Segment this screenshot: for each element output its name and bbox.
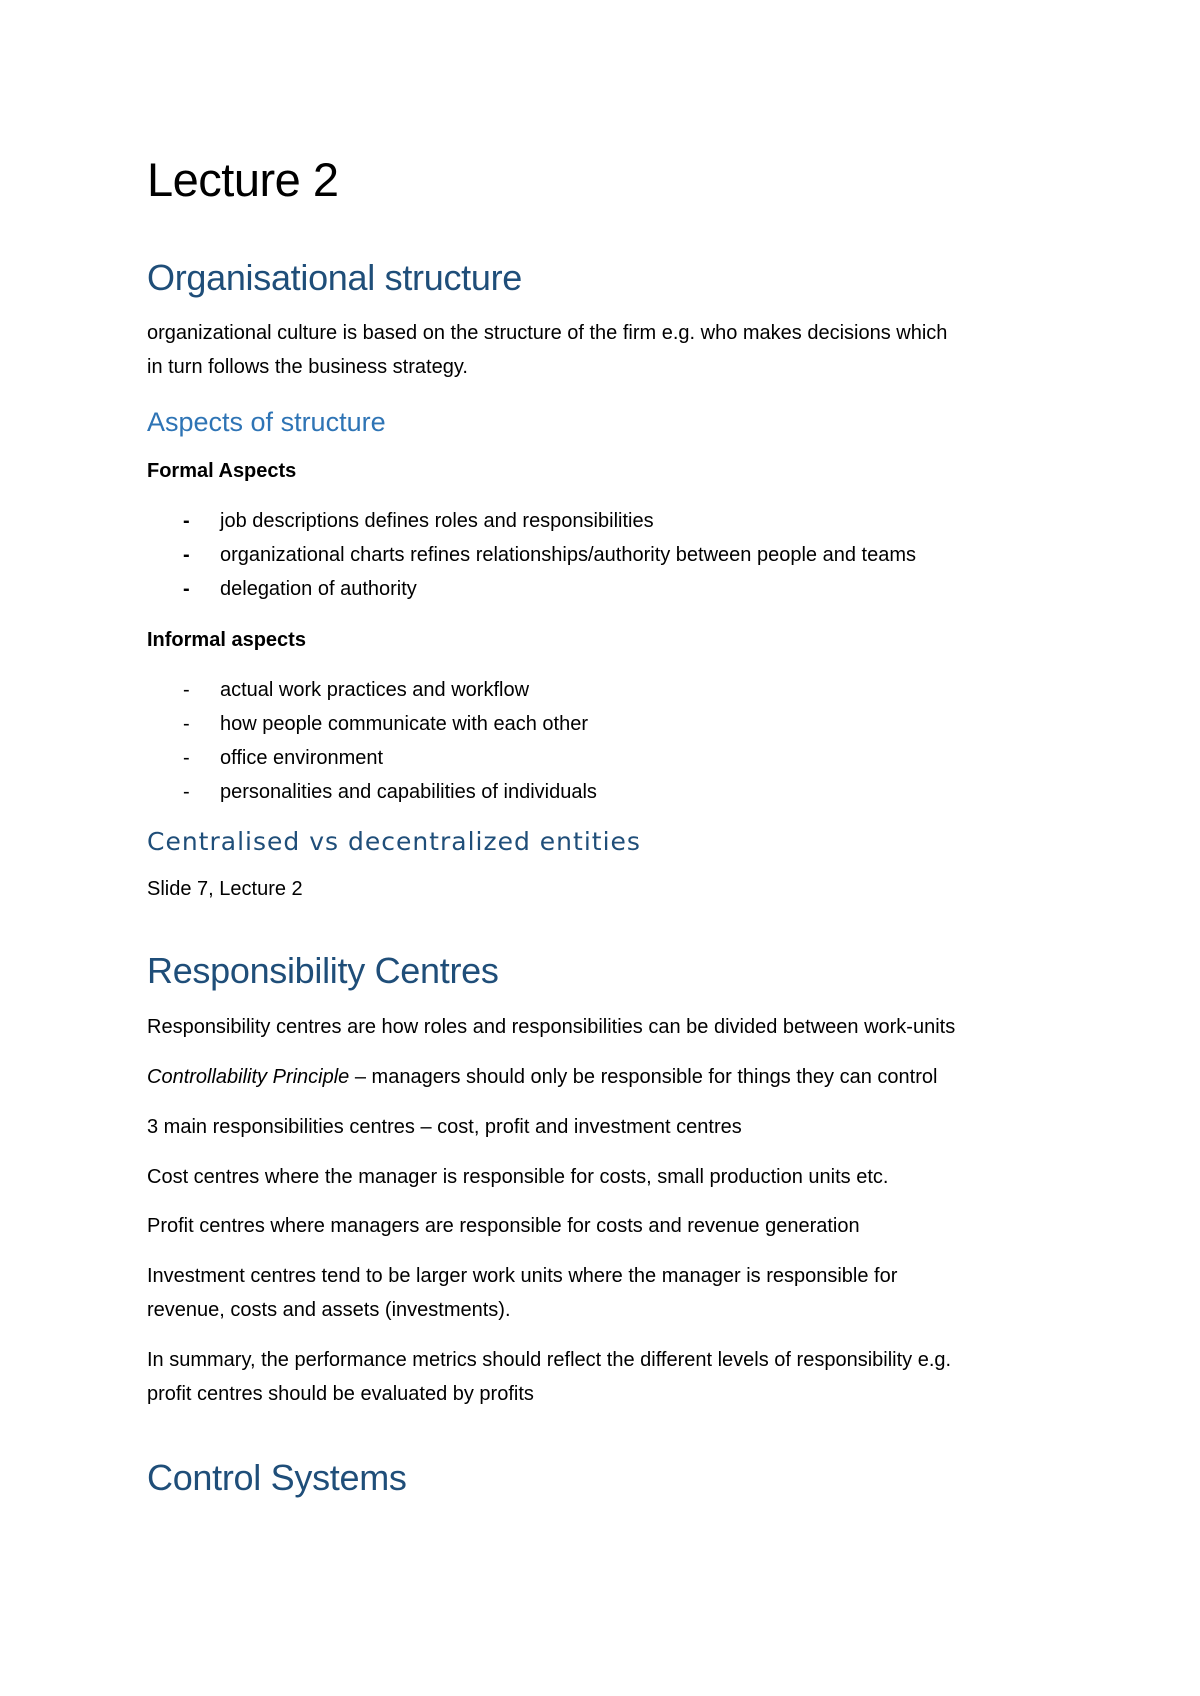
resp-paragraph-4: Cost centres where the manager is responsible for costs, small production units etc. (147, 1166, 889, 1188)
heading-organisational-structure: Organisational structure (147, 257, 522, 298)
resp-paragraph-1: Responsibility centres are how roles and responsibilities can be divided between work-units (147, 1016, 956, 1038)
heading-responsibility-centres: Responsibility Centres (147, 950, 499, 991)
controllability-principle-term: Controllability Principle (147, 1066, 350, 1088)
resp-paragraph-3: 3 main responsibilities centres – cost, profit and investment centres (147, 1116, 742, 1138)
list-item: - personalities and capabilities of individuals (147, 775, 597, 809)
resp-paragraph-2: Controllability Principle – managers should only be responsible for things they can control (147, 1066, 938, 1088)
informal-aspects-list (147, 673, 597, 809)
resp-paragraph-7-line-2: profit centres should be evaluated by profits (147, 1383, 534, 1405)
list-item: - delegation of authority (147, 572, 916, 606)
formal-aspects-label: Formal Aspects (147, 460, 297, 482)
list-item: - organizational charts refines relationships/authority between people and teams (147, 538, 916, 572)
org-paragraph-line-1: organizational culture is based on the structure of the firm e.g. who makes decisions which (147, 322, 948, 344)
list-item: - job descriptions defines roles and responsibilities (147, 504, 916, 538)
heading-centralised-vs-decentralized: Centralised vs decentralized entities (147, 827, 641, 856)
resp-paragraph-7-line-1: In summary, the performance metrics should reflect the different levels of responsibility e.g. (147, 1349, 952, 1371)
formal-aspects-list (147, 504, 916, 606)
resp-paragraph-6-line-1: Investment centres tend to be larger work units where the manager is responsible for (147, 1265, 898, 1287)
informal-aspects-label: Informal aspects (147, 629, 306, 651)
heading-aspects-of-structure: Aspects of structure (147, 407, 386, 437)
bullet-dash: - (183, 781, 190, 803)
list-item: - actual work practices and workflow (147, 673, 597, 707)
resp-paragraph-5: Profit centres where managers are responsible for costs and revenue generation (147, 1215, 860, 1237)
list-item: - how people communicate with each other (147, 707, 597, 741)
bullet-dash: - (183, 578, 190, 600)
bullet-dash: - (183, 679, 190, 701)
heading-control-systems: Control Systems (147, 1457, 407, 1498)
bullet-dash: - (183, 510, 190, 532)
resp-paragraph-6-line-2: revenue, costs and assets (investments). (147, 1299, 511, 1321)
org-paragraph-line-2: in turn follows the business strategy. (147, 356, 468, 378)
list-item: - office environment (147, 741, 597, 775)
document-title: Lecture 2 (147, 153, 339, 206)
bullet-dash: - (183, 544, 190, 566)
bullet-dash: - (183, 747, 190, 769)
slide-reference: Slide 7, Lecture 2 (147, 878, 303, 900)
bullet-dash: - (183, 713, 190, 735)
